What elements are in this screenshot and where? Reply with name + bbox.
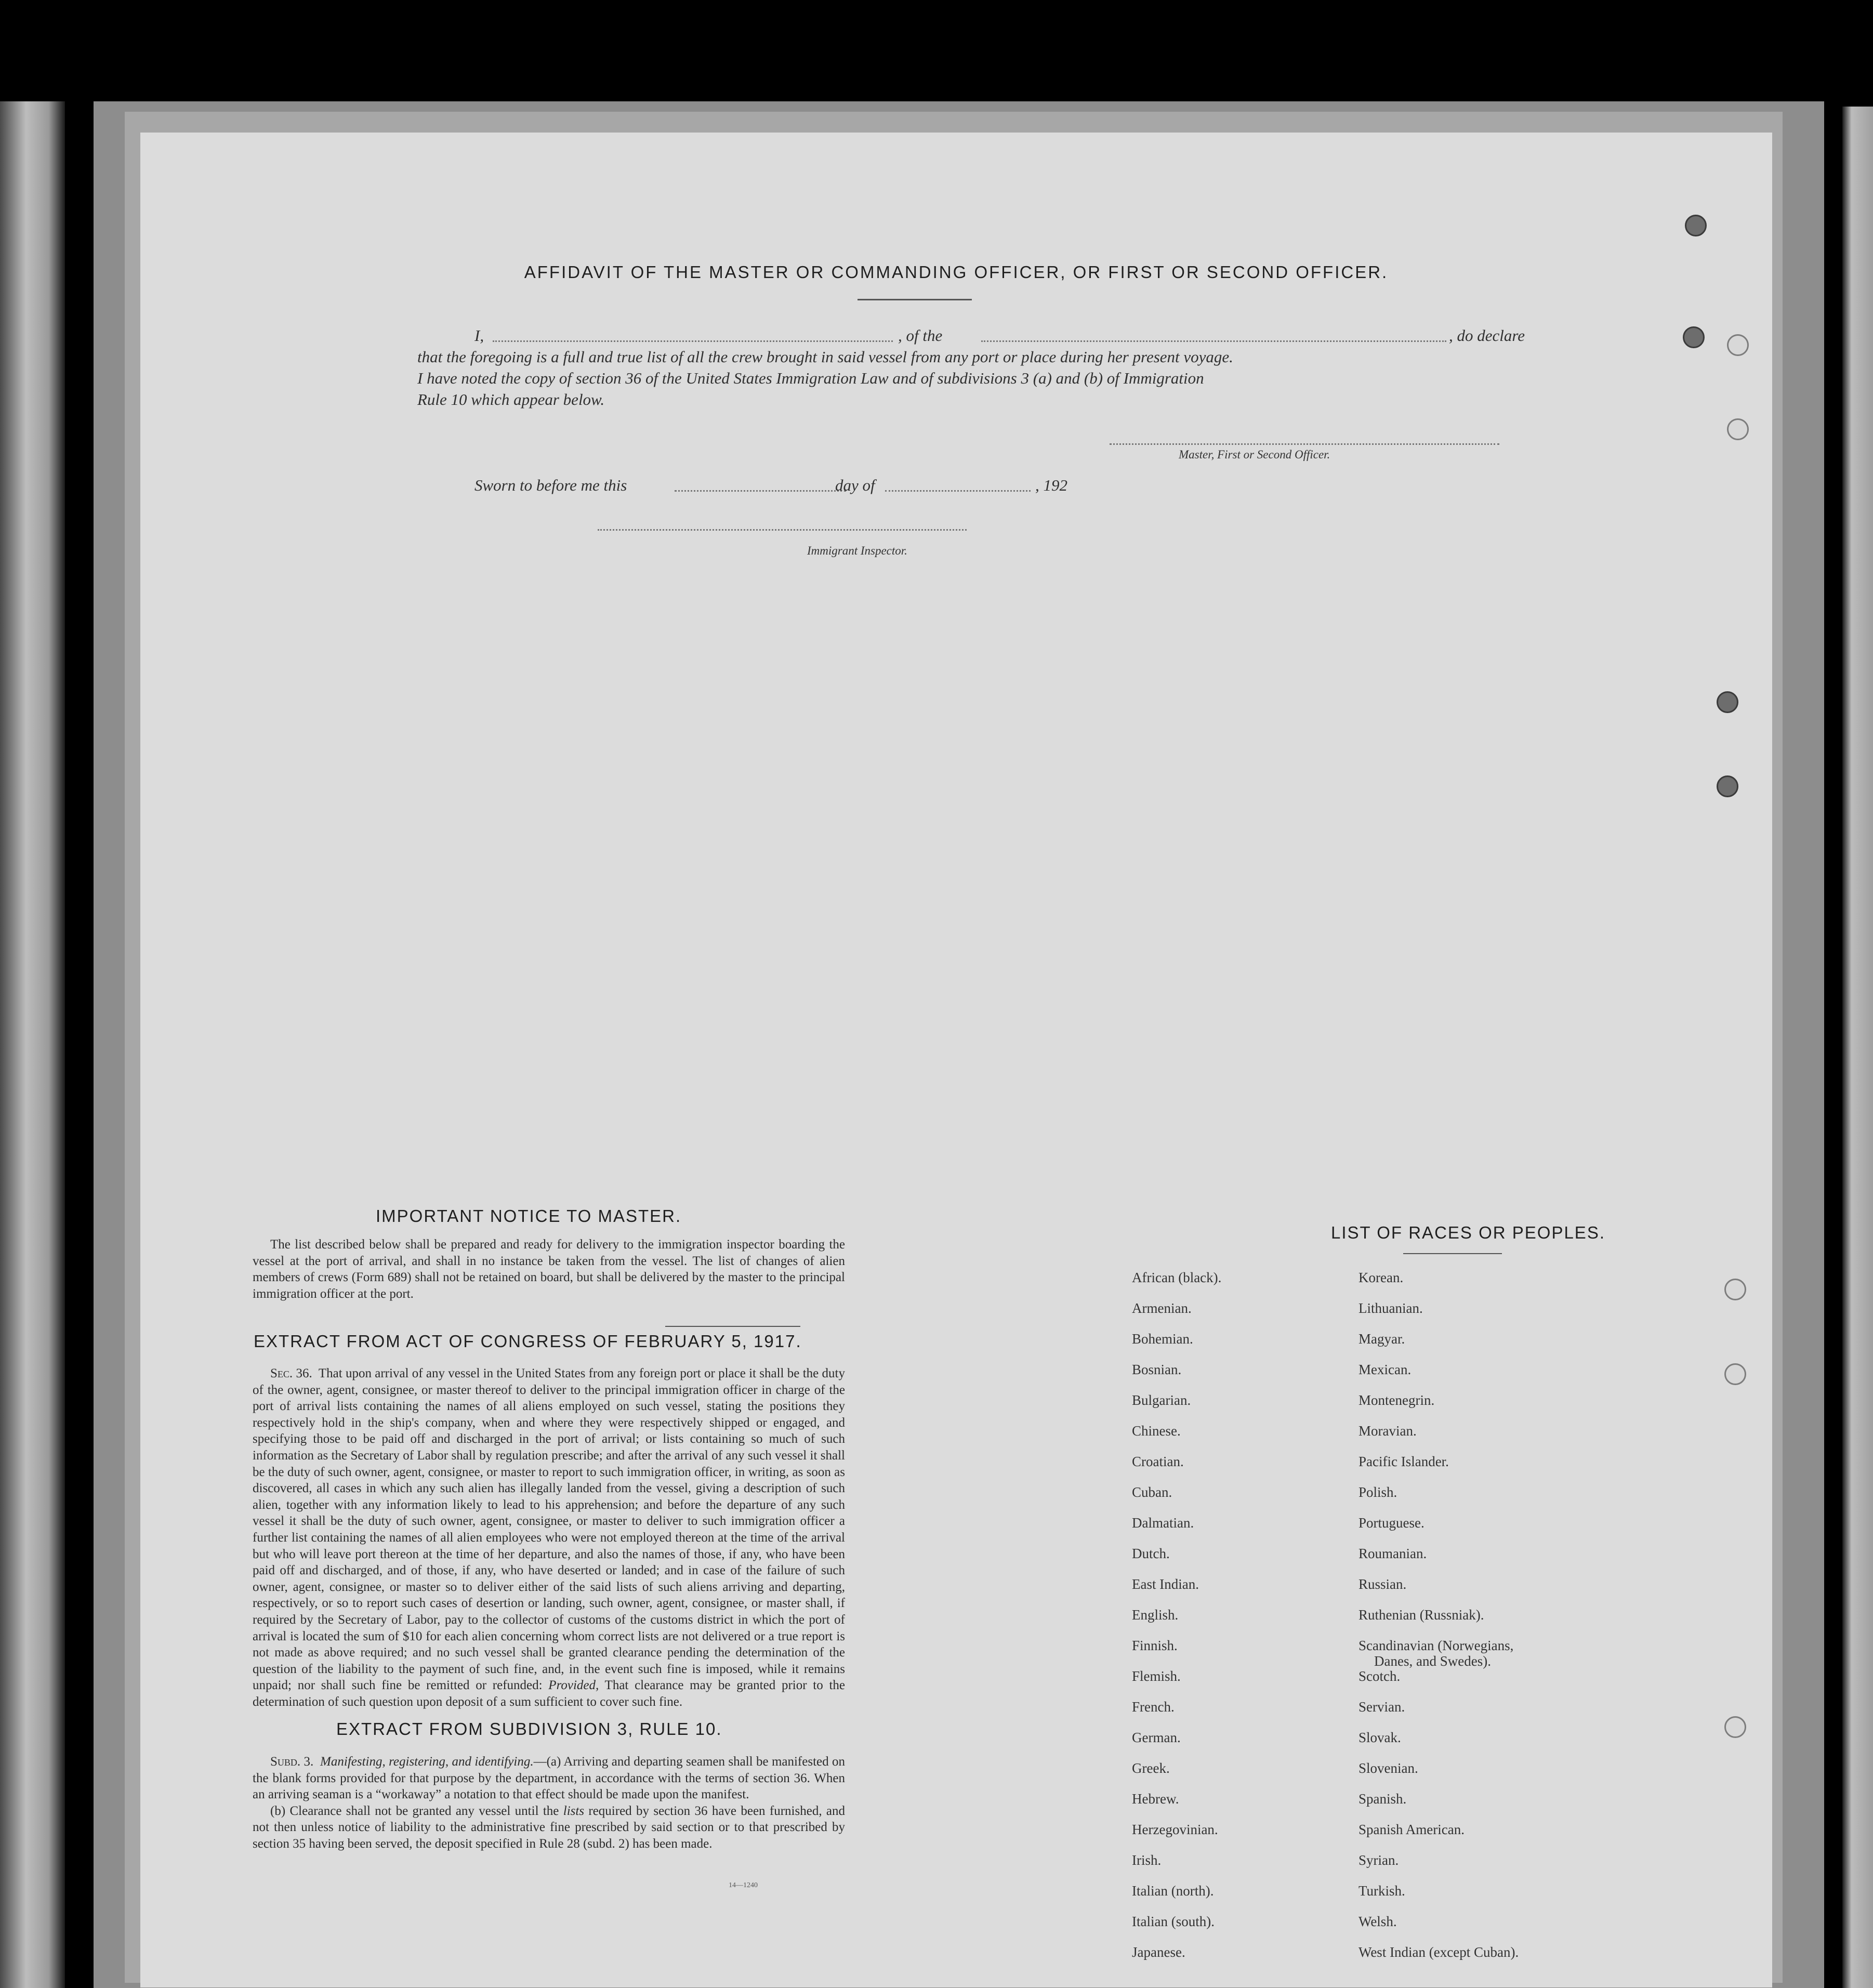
- punch-hole-icon: [1724, 1279, 1746, 1300]
- master-label: Master, First or Second Officer.: [1179, 448, 1330, 461]
- race-item: Scotch.: [1358, 1668, 1401, 1684]
- race-item: French.: [1132, 1699, 1175, 1715]
- race-item: Welsh.: [1358, 1914, 1397, 1929]
- race-item: Irish.: [1132, 1852, 1162, 1868]
- affidavit-line-2: I have noted the copy of section 36 of the United States Immigration Law and of subdivisions 3 (a) and (b) of Immigration: [417, 369, 1204, 387]
- punch-hole-icon: [1724, 1363, 1746, 1385]
- affidavit-of-the: , of the: [898, 326, 943, 345]
- punch-hole-icon: [1727, 334, 1749, 356]
- race-item: Slovak.: [1358, 1730, 1401, 1745]
- race-item: Italian (north).: [1132, 1883, 1214, 1899]
- race-item: Chinese.: [1132, 1423, 1181, 1439]
- subd-heading: Manifesting, registering, and identifying.: [320, 1755, 534, 1769]
- race-item: African (black).: [1132, 1270, 1222, 1285]
- race-item: Russian.: [1358, 1576, 1407, 1592]
- race-item: Portuguese.: [1358, 1515, 1424, 1531]
- race-item: Bulgarian.: [1132, 1392, 1191, 1408]
- act-rule: [665, 1326, 800, 1327]
- races-rule: [1403, 1253, 1502, 1254]
- affidavit-line-1: that the foregoing is a full and true list of all the crew brought in said vessel from any port or place during her present voyage.: [417, 348, 1233, 366]
- race-item: Magyar.: [1358, 1331, 1405, 1347]
- race-item: Lithuanian.: [1358, 1300, 1423, 1316]
- inspector-label: Immigrant Inspector.: [807, 544, 907, 557]
- document-page: [140, 133, 1772, 1987]
- race-item: Finnish.: [1132, 1638, 1178, 1653]
- inspector-blank: [598, 529, 967, 531]
- act-text: Sec. 36. That upon arrival of any vessel in the United States from any foreign port or place it shall be the duty of the owner, agent, consignee, or master thereof to deliver to the principal immigration officer in charge of the port of arrival lists containing the names of all aliens employed on such vessel, stating the positions they respectively hold in the ship's company, when and where they were respectively shipped or engaged, and specifying those to be paid off and discharged in the port of arrival; or lists containing so much of such information as the Secretary of Labor shall by regulation prescribe; and after the arrival of any such vessel it shall be the duty of such owner, agent, consignee, or master to report to such immigration officer, in writing, as soon as discovered, all cases in which any such alien has illegally landed from the vessel, giving a description of such alien, together with any information likely to lead to his apprehension; and before the departure of any such vessel it shall be the duty of such owner, agent, consignee, or master to deliver to such immigration officer a further list containing the names of all alien employees who were not employed thereon at the time of the arrival but who will leave port thereon at the time of her departure, and also the names of those, if any, who have been paid off and discharged, and of those, if any, who have deserted or landed; and in case of the failure of such owner, agent, consignee, or master so to deliver either of the said lists of such aliens arriving and departing, respectively, or so to report such cases of desertion or landing, such owner, agent, consignee, or master shall, if required by the Secretary of Labor, pay to the collector of customs of the customs district in which the port of arrival is located the sum of $10 for each alien concerning whom correct lists are not delivered or a true report is not made as above required; and no such vessel shall be granted clearance pending the determination of the question of the liability to the payment of such fine, and, in the event such fine is imposed, while it remains unpaid; nor shall such fine be remitted or refunded: Provided, That clearance may be granted prior to the determination of such question upon deposit of a sum sufficient to cover such fine.: [253, 1366, 845, 1709]
- sworn-text: Sworn to before me this: [474, 476, 627, 494]
- punch-hole-icon: [1724, 1716, 1746, 1738]
- subd-label: Subd. 3.: [270, 1755, 314, 1769]
- adjacent-page-left: [0, 101, 65, 1988]
- affidavit-line-3: Rule 10 which appear below.: [417, 390, 605, 409]
- adjacent-page-right: [1842, 107, 1873, 1988]
- race-item: Spanish.: [1358, 1791, 1407, 1807]
- race-item: Pacific Islander.: [1358, 1454, 1449, 1469]
- name-blank: [493, 340, 893, 342]
- month-blank: [885, 490, 1031, 492]
- race-item: Turkish.: [1358, 1883, 1405, 1899]
- punch-hole-icon: [1717, 775, 1738, 797]
- race-item: Hebrew.: [1132, 1791, 1179, 1807]
- notice-title: IMPORTANT NOTICE TO MASTER.: [376, 1206, 682, 1226]
- race-item: Danes, and Swedes).: [1374, 1653, 1491, 1669]
- punch-hole-icon: [1727, 418, 1749, 440]
- race-item: Slovenian.: [1358, 1760, 1418, 1776]
- race-item: Japanese.: [1132, 1944, 1185, 1960]
- race-item: Bohemian.: [1132, 1331, 1193, 1347]
- race-item: Servian.: [1358, 1699, 1405, 1715]
- race-item: Polish.: [1358, 1484, 1397, 1500]
- signature-blank: [1110, 443, 1499, 445]
- race-item: Syrian.: [1358, 1852, 1399, 1868]
- vessel-blank: [981, 340, 1446, 342]
- race-item: Korean.: [1358, 1270, 1404, 1285]
- race-item: Bosnian.: [1132, 1362, 1182, 1377]
- rule-text: Subd. 3. Manifesting, registering, and identifying.—(a) Arriving and departing seamen shall be manifested on the blank forms provided for that purpose by the department, in accordance with the terms of section 36. When an arriving seaman is a “workaway” a notation to that effect should be made upon the manifest. (b) Clearance shall not be granted any vessel until the lists required by section 36 have been furnished, and not then unless notice of liability to the administrative fine prescribed by said section or to that prescribed by section 35 having been served, the deposit specified in Rule 28 (subd. 2) has been made.: [253, 1755, 846, 1851]
- race-item: Spanish American.: [1358, 1822, 1465, 1837]
- sec-label: Sec. 36.: [270, 1366, 312, 1380]
- title-rule: [858, 299, 972, 300]
- race-item: Scandinavian (Norwegians,: [1358, 1638, 1514, 1653]
- day-blank: [675, 490, 846, 492]
- race-item: Herzegovinian.: [1132, 1822, 1218, 1837]
- rule-title: EXTRACT FROM SUBDIVISION 3, RULE 10.: [336, 1719, 722, 1739]
- punch-hole-icon: [1683, 326, 1705, 348]
- race-item: Ruthenian (Russniak).: [1358, 1607, 1484, 1623]
- race-item: Italian (south).: [1132, 1914, 1215, 1929]
- race-item: Armenian.: [1132, 1300, 1192, 1316]
- race-item: Mexican.: [1358, 1362, 1412, 1377]
- race-item: Roumanian.: [1358, 1546, 1427, 1561]
- form-number: 14—1240: [729, 1881, 758, 1889]
- race-item: East Indian.: [1132, 1576, 1199, 1592]
- race-item: English.: [1132, 1607, 1179, 1623]
- race-item: Croatian.: [1132, 1454, 1184, 1469]
- punch-hole-icon: [1717, 691, 1738, 713]
- race-item: West Indian (except Cuban).: [1358, 1944, 1519, 1960]
- affidavit-i-label: I,: [474, 326, 484, 345]
- race-item: Greek.: [1132, 1760, 1170, 1776]
- affidavit-do-declare: , do declare: [1449, 326, 1525, 345]
- punch-hole-icon: [1685, 215, 1707, 236]
- race-item: Dutch.: [1132, 1546, 1170, 1561]
- race-item: Cuban.: [1132, 1484, 1172, 1500]
- race-item: German.: [1132, 1730, 1181, 1745]
- notice-text: The list described below shall be prepared and ready for delivery to the immigration inspector boarding the vessel at the port of arrival, and shall in no instance be taken from the vessel. The list of changes of alien members of crews (Form 689) shall not be retained on board, but shall be delivered by the master to the principal immigration officer at the port.: [253, 1237, 845, 1301]
- race-item: Montenegrin.: [1358, 1392, 1435, 1408]
- affidavit-title: AFFIDAVIT OF THE MASTER OR COMMANDING OFFICER, OR FIRST OR SECOND OFFICER.: [524, 262, 1389, 282]
- race-item: Dalmatian.: [1132, 1515, 1194, 1531]
- year-text: , 192: [1035, 476, 1067, 494]
- race-item: Moravian.: [1358, 1423, 1417, 1439]
- day-of-text: day of: [835, 476, 875, 494]
- act-title: EXTRACT FROM ACT OF CONGRESS OF FEBRUARY 5, 1917.: [254, 1332, 802, 1351]
- races-title: LIST OF RACES OR PEOPLES.: [1330, 1223, 1606, 1242]
- race-item: Flemish.: [1132, 1668, 1181, 1684]
